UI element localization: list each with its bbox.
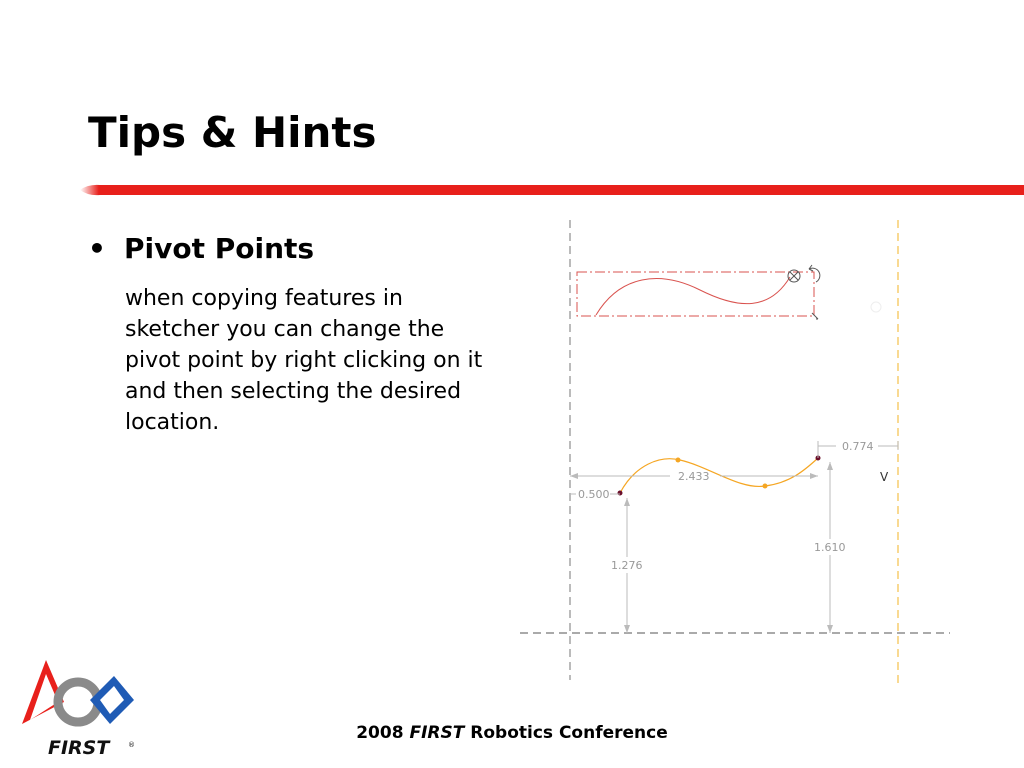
title-divider: [80, 184, 1024, 196]
sketch-figure: [510, 215, 960, 685]
footer-brand: FIRST: [409, 723, 465, 743]
dim-arrow: [827, 625, 833, 633]
dim-arrow: [624, 625, 630, 633]
footer-year: 2008: [356, 723, 404, 743]
logo-registered-mark: ®: [128, 741, 135, 749]
first-logo: [16, 656, 140, 760]
slide-title: Tips & Hints: [88, 108, 377, 157]
selection-box: [577, 272, 814, 316]
footer-rest: Robotics Conference: [470, 723, 668, 743]
dim-height-left-label[interactable]: 1.276: [611, 559, 643, 572]
faint-point-icon: [871, 302, 881, 312]
dim-width-label[interactable]: 2.433: [678, 470, 710, 483]
footer: [0, 723, 1024, 743]
bullet-body: when copying features in sketcher you can change the pivot point by right clicking on it and then selecting the desired location.: [125, 286, 483, 435]
bullet-item: [88, 232, 314, 265]
dim-arrow: [624, 498, 630, 506]
spline-endpoint-left[interactable]: [618, 491, 623, 496]
spline-point[interactable]: [676, 458, 681, 463]
bullet-heading: Pivot Points: [124, 232, 315, 265]
dim-arrow: [570, 473, 578, 479]
dim-left-label[interactable]: 0.500: [578, 488, 610, 501]
spline-point[interactable]: [763, 484, 768, 489]
dim-arrow: [810, 473, 818, 479]
dim-top-label[interactable]: 0.774: [842, 440, 874, 453]
bullet-dot: •: [88, 232, 106, 265]
dim-height-right-label[interactable]: 1.610: [814, 541, 846, 554]
logo-wordmark: FIRST: [48, 737, 110, 759]
constraint-marker: V: [880, 470, 889, 484]
selected-spline: [596, 277, 790, 315]
dim-arrow: [827, 462, 833, 470]
scale-handle-icon[interactable]: [812, 313, 818, 319]
